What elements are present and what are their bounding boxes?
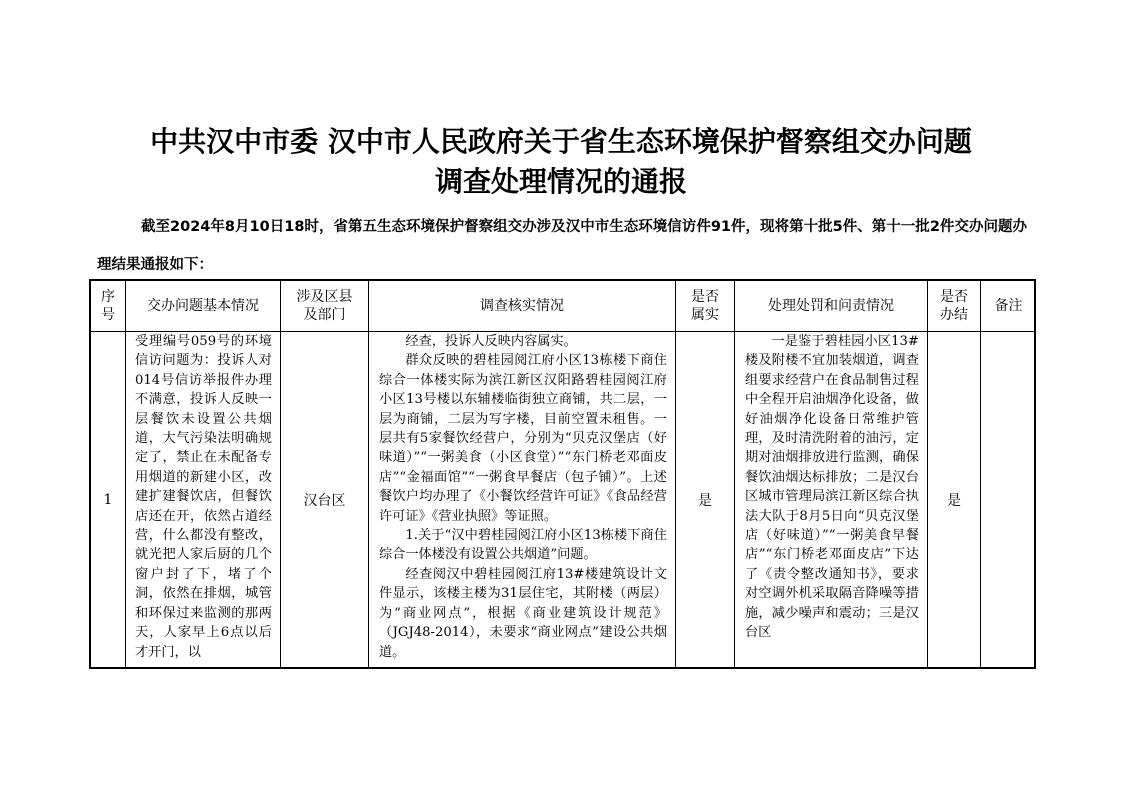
document-title-line-1: 中共汉中市委 汉中市人民政府关于省生态环境保护督察组交办问题 bbox=[150, 125, 972, 158]
header-verified: 是否属实 bbox=[691, 289, 719, 323]
grid-line bbox=[368, 281, 369, 667]
investigation-paragraph: 1.关于“汉中碧桂园阅江府小区13栋楼下商住综合一体楼没有设置公共烟道”问题。 bbox=[379, 528, 667, 563]
row-district: 汉台区 bbox=[303, 492, 346, 509]
header-remark: 备注 bbox=[994, 298, 1023, 314]
investigation-paragraph: 经查，投诉人反映内容属实。 bbox=[405, 334, 577, 349]
row-verified: 是 bbox=[698, 492, 712, 509]
header-investigation: 调查核实情况 bbox=[480, 298, 564, 314]
header-seq: 序号 bbox=[101, 289, 115, 323]
basic-info-text: 受理编号059号的环境信访问题为：投诉人对014号信访举报件办理不满意，投诉人反映一层餐饮未设置公共烟道，大气污染法明确规定了，禁止在未配备专用烟道的新建小区，改建扩建餐饮店，但餐饮店还在开，依然占道经营，什么都没有整改，就光把人家后厨的几个窗户封了下，堵了个洞，依然在排烟，城管和环保过来监测的那两天，人家早上6点以后才开门，以 bbox=[135, 334, 272, 660]
handling-text: 一是鉴于碧桂园小区13#楼及附楼不宜加装烟道，调查组要求经营户在食品制售过程中全程开启油烟净化设备，做好油烟净化设备日常维护管理，及时清洗附着的油污，定期对油烟排放进行监测，确保餐饮油烟达标排放；二是汉台区城市管理局滨江新区综合执法大队于8月5日向“贝克汉堡店（好味道）”“一粥美食早餐店”“东门桥老邓面皮店”下达了《责令整改通知书》，要求对空调外机采取隔音降噪等措施，减少噪声和震动；三是汉台区 bbox=[745, 334, 919, 641]
investigation-paragraph: 经查阅汉中碧桂园阅江府13#楼建筑设计文件显示，该楼主楼为31层住宅，其附楼（两层）为“商业网点”，根据《商业建筑设计规范》（JGJ48-2014），未要求“商业网点”建设公共烟道。 bbox=[379, 566, 667, 660]
document-title-line-2: 调查处理情况的通报 bbox=[434, 165, 687, 198]
row-handling bbox=[745, 332, 919, 667]
header-handling: 处理处罚和问责情况 bbox=[768, 298, 894, 314]
header-district: 涉及区县及部门 bbox=[296, 289, 353, 323]
row-investigation bbox=[379, 332, 667, 667]
header-closed: 是否办结 bbox=[940, 289, 968, 323]
header-basic-info: 交办问题基本情况 bbox=[147, 298, 259, 314]
grid-line bbox=[734, 281, 735, 667]
row-seq: 1 bbox=[103, 491, 113, 508]
grid-line bbox=[125, 281, 126, 667]
row-basic-info bbox=[135, 332, 272, 667]
row-closed: 是 bbox=[947, 492, 961, 509]
investigation-paragraph: 群众反映的碧桂园阅江府小区13栋楼下商住综合一体楼实际为滨江新区汉阳路碧桂园阅江府小区13号楼以东辅楼临街独立商铺，共二层，一层为商铺，二层为写字楼，目前空置未租售。一层共有5家餐饮经营户，分别为“贝克汉堡店（好味道）”“一粥美食（小区食堂）”“东门桥老邓面皮店”“金福面馆”“一粥食早餐店（包子铺）”。上述餐饮户均办理了《小餐饮经营许可证》《食品经营许可证》《营业执照》等证照。 bbox=[379, 353, 667, 524]
intro-paragraph: 截至2024年8月10日18时，省第五生态环境保护督察组交办涉及汉中市生态环境信访件91件，现将第十批5件、第十一批2件交办问题办理结果通报如下： bbox=[97, 219, 1027, 273]
issue-table bbox=[89, 279, 1036, 669]
row-remark bbox=[981, 332, 1036, 667]
